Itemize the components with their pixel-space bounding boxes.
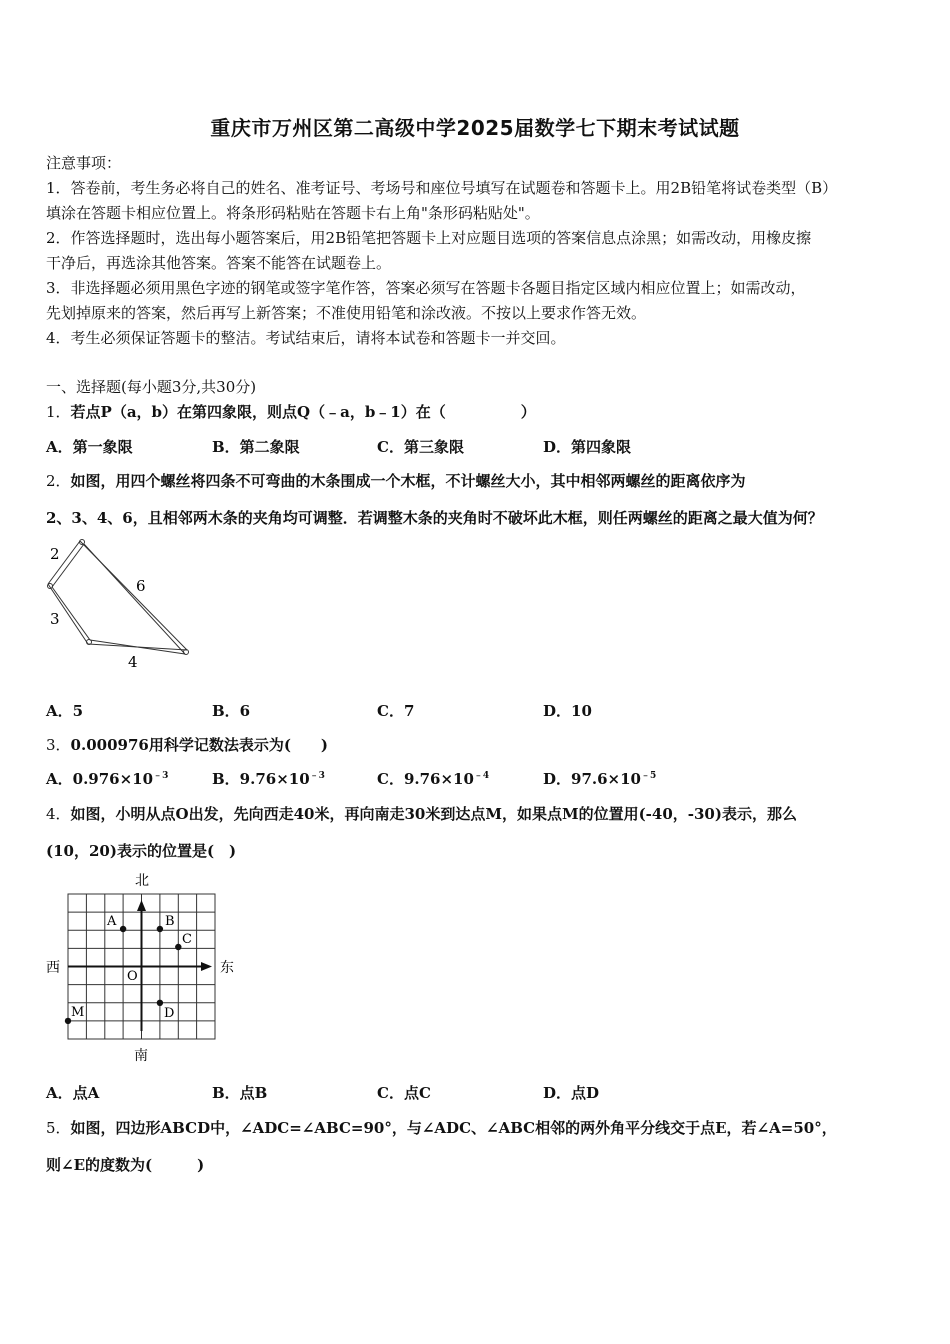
q3-option-b-base: B．9.76×10 — [212, 770, 310, 788]
question-2-text-2: 2、3、4、6，且相邻两木条的夹角均可调整．若调整木条的夹角时不破坏此木框，则任两螺丝的距离之最大值为何？ — [46, 509, 823, 527]
frame-label-6: 6 — [136, 577, 146, 595]
q3-option-b — [212, 768, 325, 789]
south-label: 南 — [134, 1048, 148, 1064]
q3-option-d-base: D．97.6×10 — [543, 770, 641, 788]
q1-option-d: D．第四象限 — [543, 438, 632, 456]
point-a-label: A — [107, 914, 117, 929]
question-4-number: 4． — [46, 805, 71, 823]
question-1-text: 若点P（a，b）在第四象限，则点Q（﹣a，b﹣1）在（ ） — [70, 403, 536, 421]
east-label: 东 — [220, 960, 234, 976]
frame-label-2: 2 — [50, 545, 60, 563]
page-title: 重庆市万州区第二高级中学2025届数学七下期末考试试题 — [210, 116, 740, 140]
notice-line-3a: 3．非选择题必须用黑色字迹的钢笔或签字笔作答，答案必须写在答题卡各题目指定区域内相应位置上；如需改动， — [46, 279, 806, 297]
point-d-label: D — [164, 1006, 175, 1021]
question-5-number: 5． — [46, 1119, 71, 1137]
question-2-text-1: 如图，用四个螺丝将四条不可弯曲的木条围成一个木框，不计螺丝大小，其中相邻两螺丝的距离依序为 — [70, 472, 746, 490]
q2-option-a: A．5 — [46, 702, 84, 720]
question-2-line-1 — [46, 470, 746, 491]
section-heading: 一、选择题(每小题3分,共30分) — [46, 378, 257, 396]
question-4-text-2: (10，20)表示的位置是( ) — [46, 842, 237, 860]
q1-option-c: C．第三象限 — [377, 438, 464, 456]
q3-option-b-exp: ﹣3 — [309, 771, 325, 781]
q3-option-d-exp: ﹣5 — [640, 771, 657, 781]
west-label: 西 — [46, 960, 60, 976]
question-5-text-2: 则∠E的度数为( ) — [46, 1156, 205, 1174]
q3-option-a — [46, 768, 168, 789]
frame-label-4: 4 — [128, 653, 138, 671]
frame-label-3: 3 — [50, 610, 60, 628]
q3-option-c-base: C．9.76×10 — [377, 770, 474, 788]
point-c-label: C — [182, 932, 192, 947]
question-5-line-1 — [46, 1117, 837, 1138]
point-m-label: M — [71, 1005, 85, 1020]
question-1-number: 1． — [46, 403, 71, 421]
q4-option-b: B．点B — [212, 1084, 268, 1102]
q1-option-a: A．第一象限 — [46, 438, 133, 456]
notice-line-1b: 填涂在答题卡相应位置上。将条形码粘贴在答题卡右上角"条形码粘贴处"。 — [46, 204, 540, 222]
wooden-frame-figure — [40, 536, 200, 676]
q3-option-a-exp: ﹣3 — [153, 771, 169, 781]
north-label: 北 — [135, 873, 149, 889]
q1-option-b: B．第二象限 — [212, 438, 300, 456]
notice-line-2b: 干净后，再选涂其他答案。答案不能答在试题卷上。 — [46, 254, 392, 272]
question-3 — [46, 734, 328, 755]
notice-heading: 注意事项： — [46, 154, 122, 172]
question-4-text-1: 如图，小明从点O出发，先向西走40米，再向南走30米到达点M，如果点M的位置用(-40，-30)表示，那么 — [70, 805, 797, 823]
q3-option-c — [377, 768, 489, 789]
q3-option-a-base: A．0.976×10 — [46, 770, 154, 788]
q4-option-a: A．点A — [46, 1084, 100, 1102]
q3-option-c-exp: ﹣4 — [473, 771, 490, 781]
notice-line-1a: 1．答卷前，考生务必将自己的姓名、准考证号、考场号和座位号填写在试题卷和答题卡上。用2B铅笔将试卷类型（B） — [46, 179, 838, 197]
question-3-text: 0.000976用科学记数法表示为( ) — [70, 736, 329, 754]
q3-option-d — [543, 768, 656, 789]
grid-map-figure — [40, 866, 240, 1066]
notice-line-2a: 2．作答选择题时，选出每小题答案后，用2B铅笔把答题卡上对应题目选项的答案信息点涂黑；如需改动，用橡皮擦 — [46, 229, 812, 247]
q2-option-b: B．6 — [212, 702, 251, 720]
q2-option-d: D．10 — [543, 702, 592, 720]
question-3-number: 3． — [46, 736, 71, 754]
q4-option-c: C．点C — [377, 1084, 431, 1102]
question-2-number: 2． — [46, 472, 71, 490]
question-5-text-1: 如图，四边形ABCD中，∠ADC=∠ABC=90°，与∠ADC、∠ABC相邻的两外角平分线交于点E，若∠A=50°， — [70, 1119, 837, 1137]
point-b-label: B — [165, 914, 175, 929]
question-1 — [46, 401, 536, 422]
notice-line-3b: 先划掉原来的答案，然后再写上新答案；不准使用铅笔和涂改液。不按以上要求作答无效。 — [46, 304, 647, 322]
point-o-label: O — [127, 969, 138, 984]
q2-option-c: C．7 — [377, 702, 415, 720]
question-4-line-1 — [46, 803, 797, 824]
q4-option-d: D．点D — [543, 1084, 600, 1102]
notice-line-4: 4．考生必须保证答题卡的整洁。考试结束后，请将本试卷和答题卡一并交回。 — [46, 329, 566, 347]
